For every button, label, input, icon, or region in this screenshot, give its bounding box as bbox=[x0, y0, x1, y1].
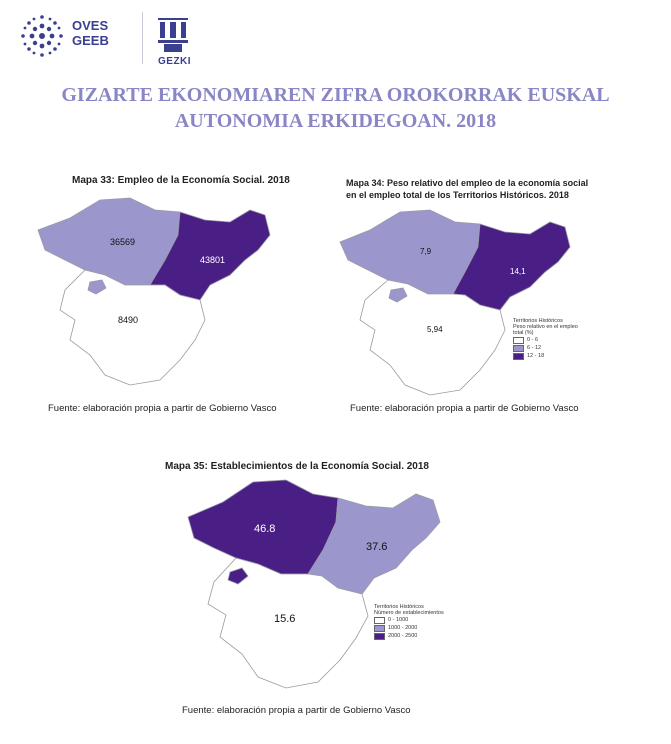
map34-title bbox=[346, 177, 588, 201]
map35-legend-item bbox=[374, 616, 459, 624]
map34-legend-swatch-high bbox=[513, 353, 524, 360]
map34-legend-item bbox=[513, 336, 583, 344]
map34-legend-subheading: Peso relativo en el empleo total (%) bbox=[513, 324, 578, 336]
map34-legend-label: 0 - 6 bbox=[527, 337, 539, 343]
map34-label-bizkaia: 7,9 bbox=[420, 247, 432, 256]
map35-legend-swatch-mid bbox=[374, 625, 385, 632]
map33-label-gipuzkoa: 43801 bbox=[200, 255, 226, 265]
map35-legend-swatch-low bbox=[374, 617, 385, 624]
map34-legend-item bbox=[513, 344, 583, 352]
map35-label-araba: 15.6 bbox=[274, 613, 296, 625]
logo-divider bbox=[142, 12, 143, 64]
map34-legend-swatch-mid bbox=[513, 345, 524, 352]
gezki-logo-icon bbox=[150, 12, 196, 62]
map35-legend-subheading: Número de establecimientos bbox=[374, 610, 444, 616]
page-title-line2: AUTONOMIA ERKIDEGOAN. 2018 bbox=[174, 110, 497, 132]
map35-title: Mapa 35: Establecimientos de la Economía Social. 2018 bbox=[165, 461, 429, 472]
map35-legend-swatch-high bbox=[374, 633, 385, 640]
map35 bbox=[178, 472, 453, 697]
map35-legend-label: 1000 - 2000 bbox=[388, 625, 418, 631]
gezki-label: GEZKI bbox=[158, 56, 192, 67]
oves-logo-text bbox=[72, 18, 109, 48]
map34-label-araba: 5,94 bbox=[427, 325, 443, 334]
map34-legend-item bbox=[513, 352, 583, 360]
map33-label-araba: 8490 bbox=[118, 315, 139, 325]
map34-source: Fuente: elaboración propia a partir de Gobierno Vasco bbox=[350, 403, 579, 414]
map35-legend-item bbox=[374, 624, 459, 632]
map33-source: Fuente: elaboración propia a partir de Gobierno Vasco bbox=[48, 403, 277, 414]
page-title bbox=[0, 82, 671, 134]
map35-legend-label: 0 - 1000 bbox=[388, 617, 409, 623]
map35-legend-label: 2000 - 2500 bbox=[388, 633, 418, 639]
map34-legend-label: 12 - 18 bbox=[527, 353, 545, 359]
map33-title: Mapa 33: Empleo de la Economía Social. 2018 bbox=[72, 175, 290, 186]
map35-legend-item bbox=[374, 632, 459, 640]
map34-legend-heading: Territorios Históricos bbox=[513, 318, 563, 324]
map34-title-line1: Mapa 34: Peso relativo del empleo de la economía social bbox=[346, 178, 589, 188]
map34-bizkaia bbox=[340, 210, 480, 294]
map35-label-gipuzkoa: 37.6 bbox=[366, 541, 388, 553]
map34-title-line2: en el empleo total de los Territorios Históricos. 2018 bbox=[346, 190, 569, 200]
oves-line1: OVES bbox=[72, 18, 109, 33]
map35-legend bbox=[374, 604, 459, 640]
map34-label-gipuzkoa: 14,1 bbox=[510, 267, 526, 276]
page-title-line1: GIZARTE EKONOMIAREN ZIFRA OROKORRAK EUSKAL bbox=[61, 84, 610, 106]
oves-line2: GEEB bbox=[72, 33, 109, 48]
map33 bbox=[30, 190, 280, 390]
map34-legend-swatch-low bbox=[513, 337, 524, 344]
map33-label-bizkaia: 36569 bbox=[110, 237, 136, 247]
map34-legend-label: 6 - 12 bbox=[527, 345, 542, 351]
map35-label-bizkaia: 46.8 bbox=[254, 523, 276, 535]
oves-logo-icon bbox=[20, 14, 64, 58]
map34-legend bbox=[513, 318, 583, 360]
map35-legend-heading: Territorios Históricos bbox=[374, 604, 424, 610]
map34 bbox=[335, 202, 585, 397]
map35-source: Fuente: elaboración propia a partir de Gobierno Vasco bbox=[182, 705, 411, 716]
